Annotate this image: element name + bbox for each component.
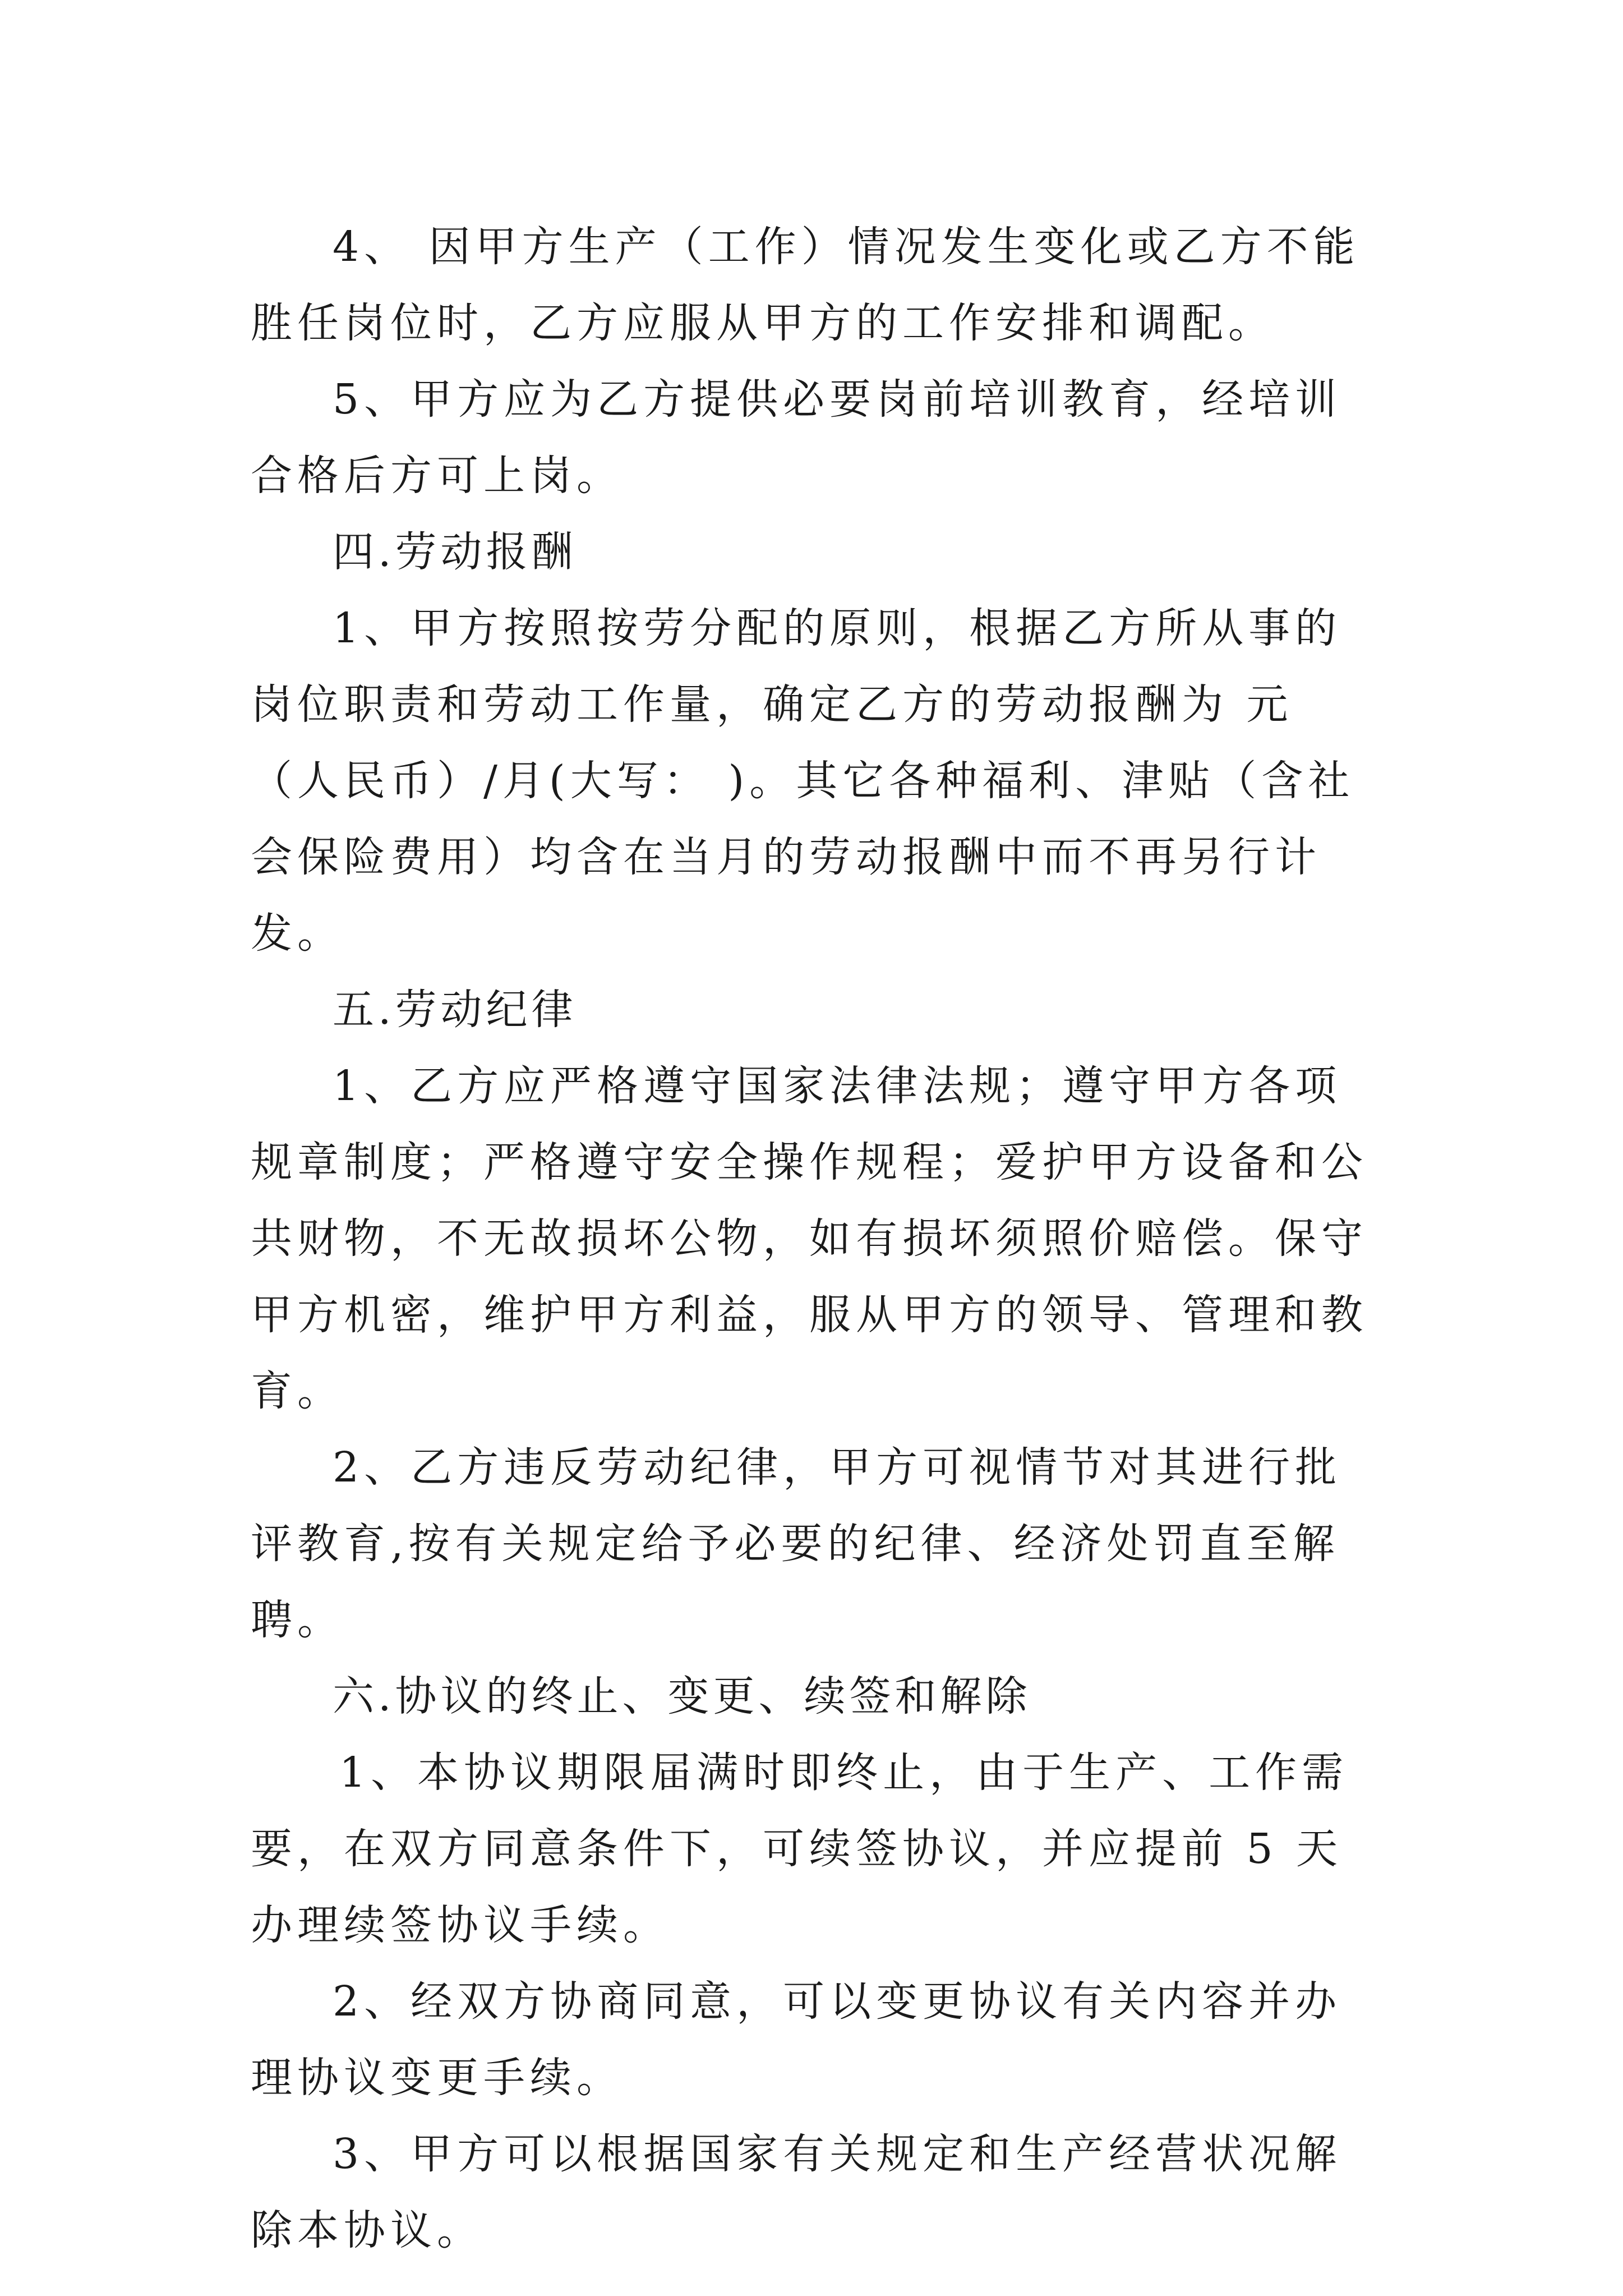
section-heading-labor-pay: 四.劳动报酬 <box>333 528 577 576</box>
paragraph-clause-3-4: 4、 因甲方生产（工作）情况发生变化或乙方不能胜任岗位时，乙方应服从甲方的工作安排和调配。 <box>251 223 1360 347</box>
paragraph-clause-5-1: 1、乙方应严格遵守国家法律法规；遵守甲方各项规章制度；严格遵守安全操作规程；爱护甲方设备和公共财物，不无故损坏公物，如有损坏须照价赔偿。保守甲方机密，维护甲方利益，服从甲方的领导、管理和教育。 <box>251 1062 1368 1415</box>
section-heading-labor-discipline: 五.劳动纪律 <box>333 986 577 1034</box>
paragraph-clause-6-2: 2、经双方协商同意，可以变更协议有关内容并办理协议变更手续。 <box>251 1977 1342 2102</box>
paragraph-clause-6-3: 3、甲方可以根据国家有关规定和生产经营状况解除本协议。 <box>251 2130 1342 2254</box>
paragraph-clause-6-1: 1、本协议期限届满时即终止，由于生产、工作需要，在双方同意条件下，可续签协议，并应提前 5 天办理续签协议手续。 <box>251 1749 1349 1949</box>
section-heading-termination: 六.协议的终止、变更、续签和解除 <box>333 1672 1031 1720</box>
paragraph-clause-5-2: 2、乙方违反劳动纪律，甲方可视情节对其进行批评教育,按有关规定给予必要的纪律、经济处罚直至解聘。 <box>251 1443 1342 1644</box>
paragraph-clause-4-1: 1、甲方按照按劳分配的原则，根据乙方所从事的岗位职责和劳动工作量，确定乙方的劳动报酬为 元（人民币）/月(大写： )。其它各种福利、津贴（含社会保险费用）均含在当月的劳动报酬中而不再另行计发。 <box>251 604 1355 958</box>
paragraph-clause-3-5: 5、甲方应为乙方提供必要岗前培训教育，经培训合格后方可上岗。 <box>251 375 1342 500</box>
document-body <box>251 209 1372 2269</box>
